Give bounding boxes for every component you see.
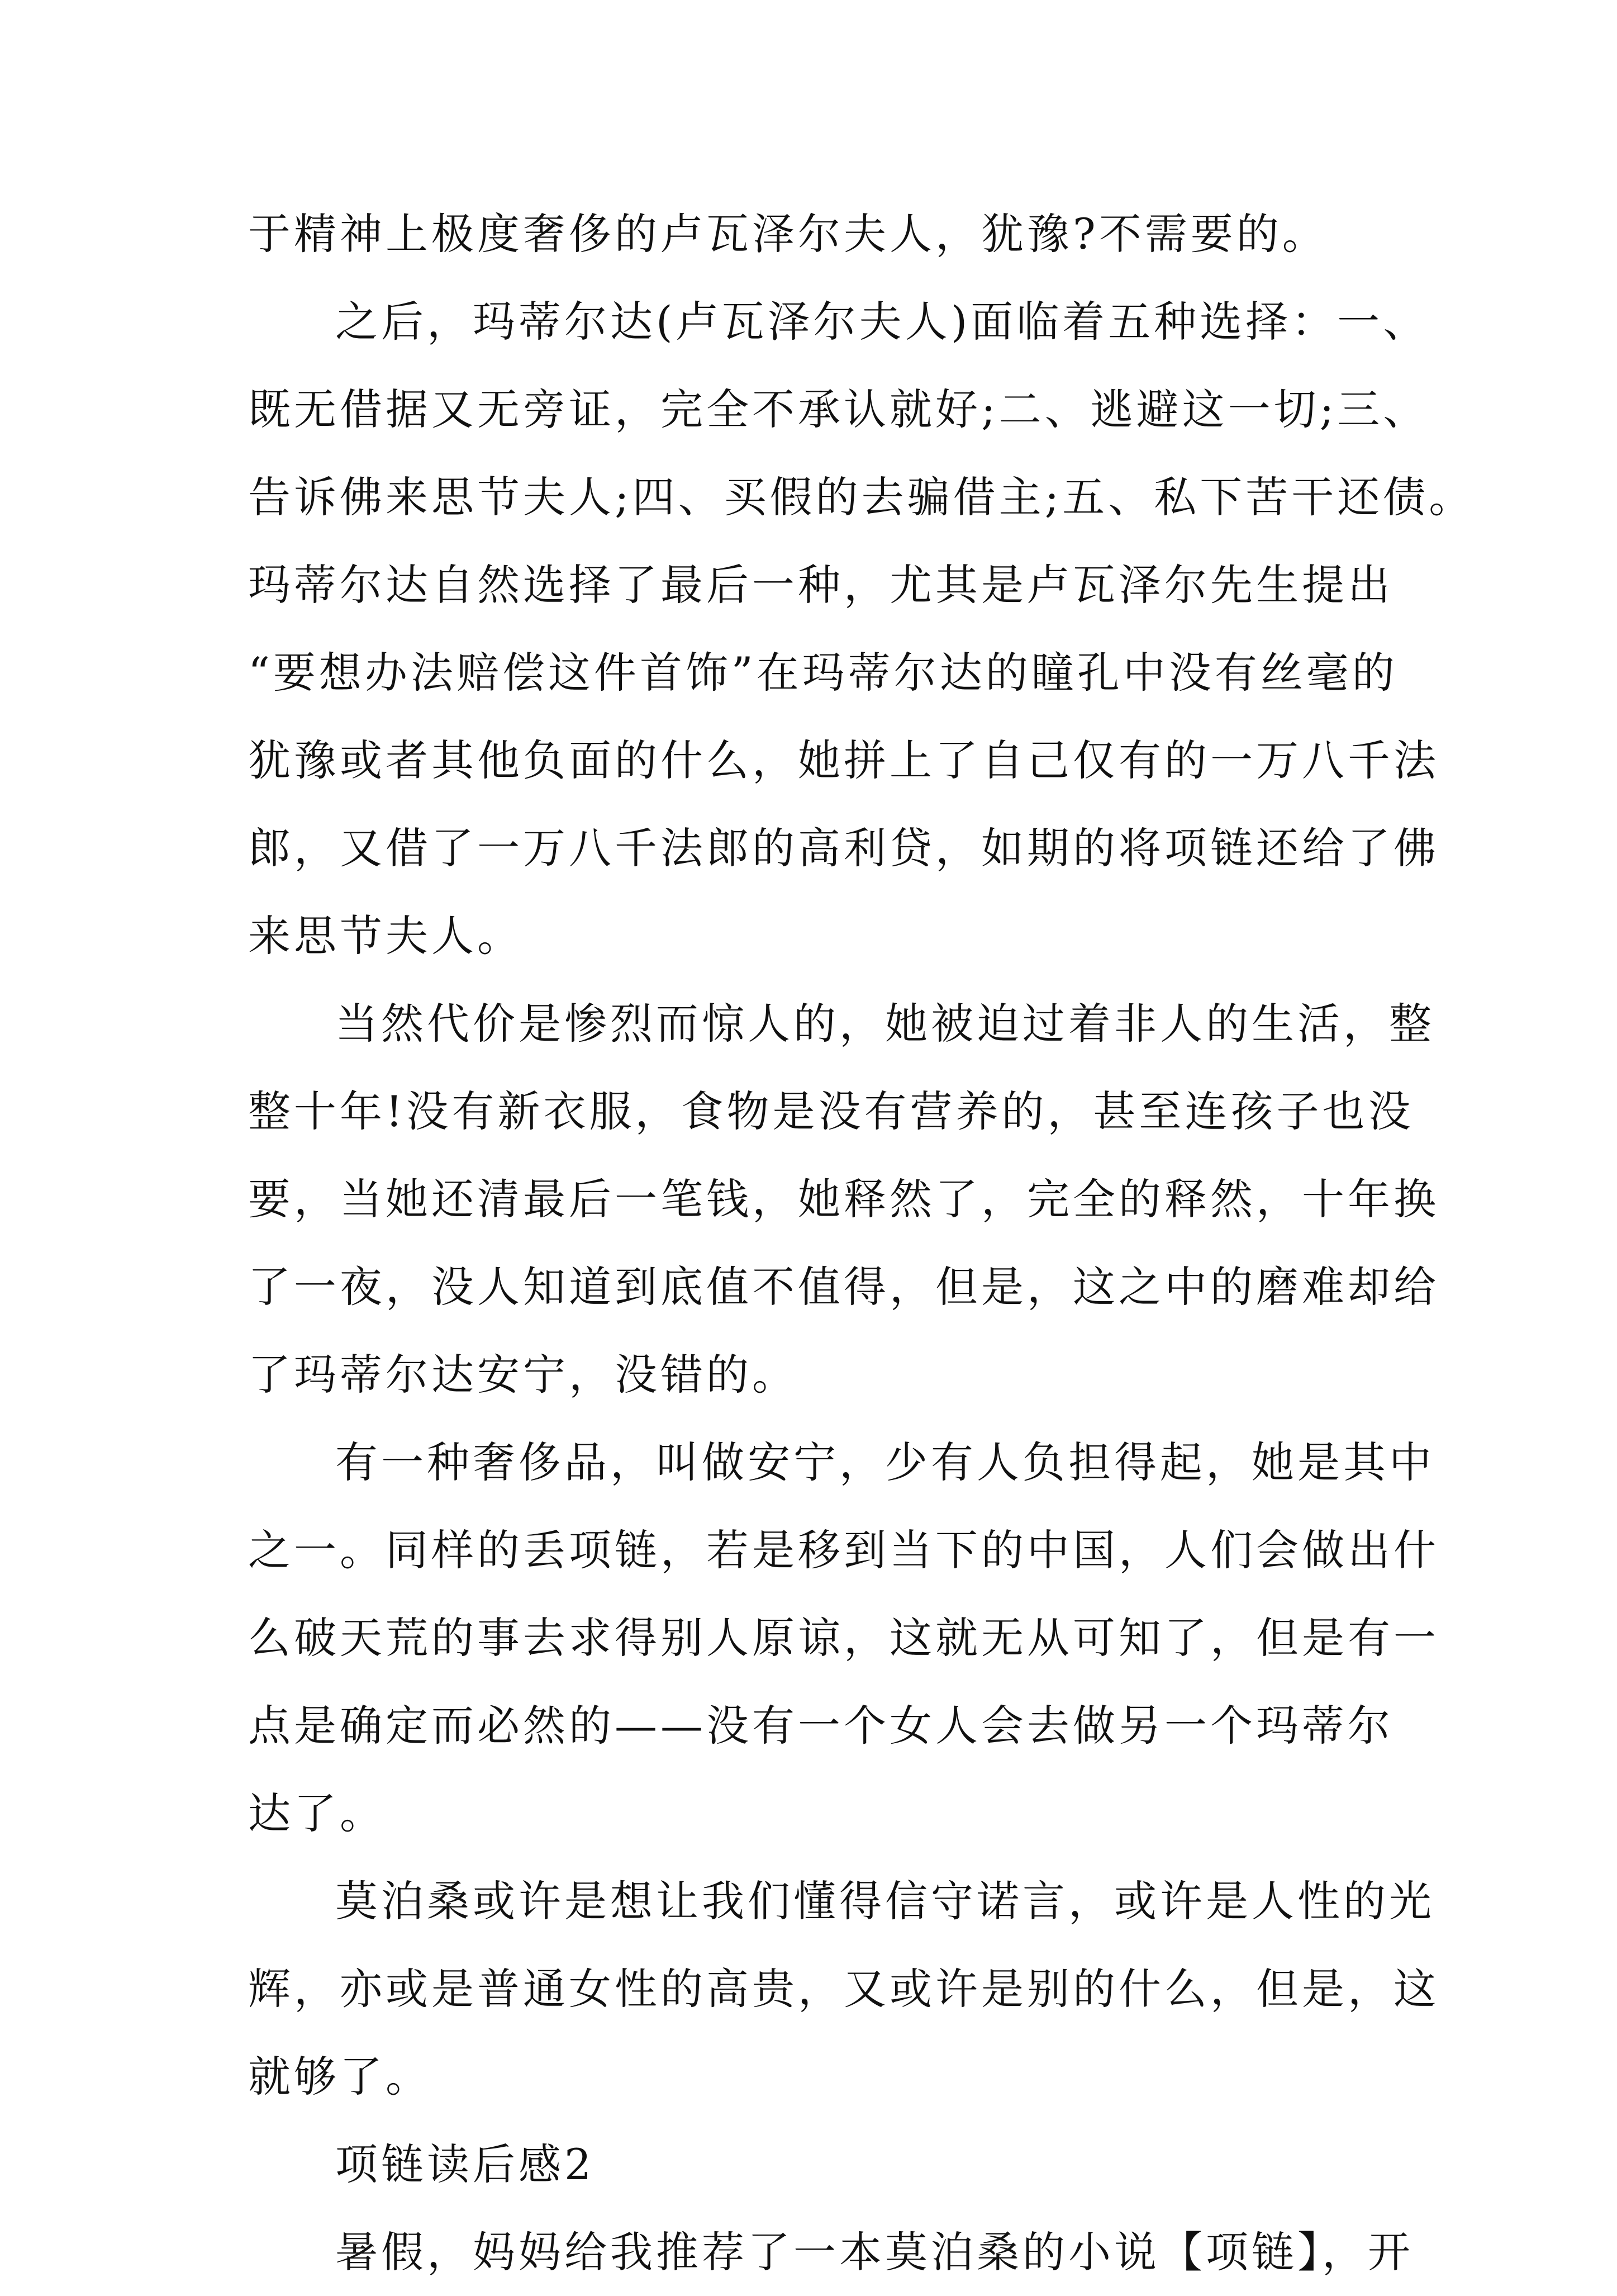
text-line: 之一。同样的丢项链，若是移到当下的中国，人们会做出什 [248, 1525, 1439, 1575]
text-line: 点是确定而必然的——没有一个女人会去做另一个玛蒂尔 [248, 1701, 1394, 1751]
body-text [248, 190, 1475, 2296]
text-line: 辉，亦或是普通女性的高贵，又或许是别的什么，但是，这 [248, 1964, 1439, 2014]
text-line: 就够了。 [248, 2052, 431, 2101]
text-line: “要想办法赔偿这件首饰”在玛蒂尔达的瞳孔中没有丝毫的 [248, 648, 1398, 698]
text-line: 之后，玛蒂尔达(卢瓦泽尔夫人)面临着五种选择：一、 [335, 297, 1429, 347]
text-line: 达了。 [248, 1789, 386, 1838]
text-line: 于精神上极度奢侈的卢瓦泽尔夫人，犹豫?不需要的。 [248, 209, 1328, 259]
text-line: 有一种奢侈品，叫做安宁，少有人负担得起，她是其中 [335, 1438, 1435, 1487]
text-line: 么破天荒的事去求得别人原谅，这就无从可知了，但是有一 [248, 1613, 1439, 1663]
text-line: 了一夜，没人知道到底值不值得，但是，这之中的磨难却给 [248, 1262, 1439, 1312]
text-line: 郎，又借了一万八千法郎的高利贷，如期的将项链还给了佛 [248, 823, 1439, 873]
text-line: 玛蒂尔达自然选择了最后一种，尤其是卢瓦泽尔先生提出 [248, 560, 1394, 610]
text-line: 犹豫或者其他负面的什么，她拼上了自己仅有的一万八千法 [248, 736, 1439, 785]
text-line: 来思节夫人。 [248, 911, 523, 961]
text-line: 整十年!没有新衣服，食物是没有营养的，甚至连孩子也没 [248, 1087, 1414, 1136]
text-line: 既无借据又无旁证，完全不承认就好;二、逃避这一切;三、 [248, 385, 1429, 434]
text-line: 暑假，妈妈给我推荐了一本莫泊桑的小说【项链】，开 [335, 2227, 1414, 2277]
text-line: 了玛蒂尔达安宁，没错的。 [248, 1350, 798, 1400]
section-heading: 项链读后感2 [335, 2140, 595, 2189]
text-line: 要，当她还清最后一笔钱，她释然了，完全的释然，十年换 [248, 1174, 1439, 1224]
text-line: 莫泊桑或许是想让我们懂得信守诺言，或许是人性的光 [335, 1876, 1435, 1926]
text-line: 告诉佛来思节夫人;四、买假的去骗借主;五、私下苦干还债。 [248, 472, 1475, 522]
text-line: 当然代价是惨烈而惊人的，她被迫过着非人的生活，整 [335, 999, 1435, 1049]
